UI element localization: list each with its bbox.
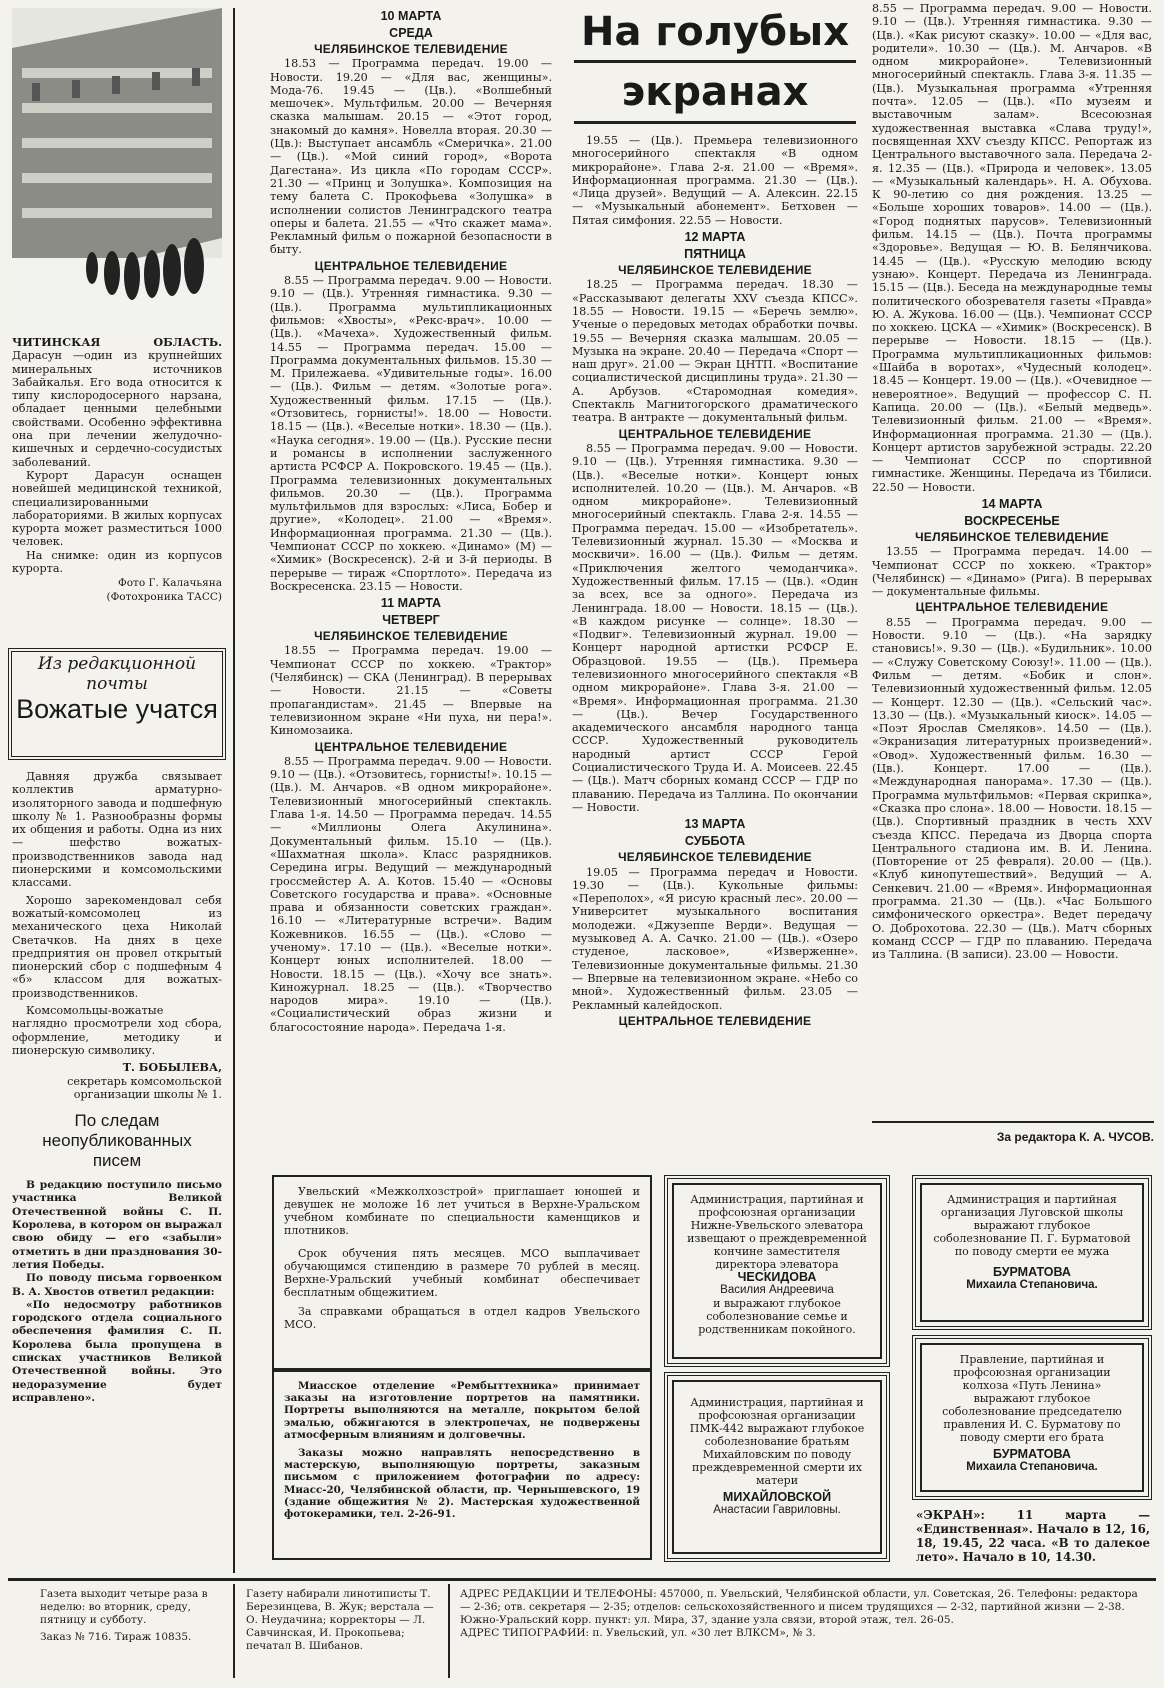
- channel-title: ЦЕНТРАЛЬНОЕ ТЕЛЕВИДЕНИЕ: [915, 600, 1109, 615]
- caption-text-3: На снимке: один из корпусов курорта.: [12, 548, 222, 576]
- photo-credit: Фото Г. Калачьяна: [118, 577, 222, 590]
- day-date: 12 МАРТА: [684, 230, 746, 245]
- mail-paragraph-2: Хорошо зарекомендовал себя вожатый-комсомолец из механического цеха Николай Светачков. На днях в цехе предприятия он провел открытый пионерский сбор с подшефным 4 «б» классом для вожатых-производственников.: [12, 893, 222, 1000]
- building-illustration: [12, 8, 222, 330]
- left-divider: [233, 8, 235, 1573]
- program-list: 8.55 — Программа передач. 9.00 — Новости. 9.10 — (Цв.). Утренняя гимнастика. 9.30 — (Цв.). Программа мультипликационных фильмов: «Хвосты», «Рекс-врач». 10.00 — (Цв.). «Мачеха». Художественный фильм. 14.55 — Программа передач. 15.00 — Программа документальных фильмов. 15.30 — М. Прилежаева. «Удивительные годы». 16.00 — (Цв.). Фильм — детям. «Золотые рога». Художественный фильм. 17.15 — (Цв.). «Отзовитесь, горнисты!». 18.00 — Новости. 18.15 — (Цв.). «Веселые нотки». 18.30 — (Цв.). «Наука сегодня». 19.00 — (Цв.). Русские песни и романсы в исполнении заслуженного артиста РСФСР А. Покровского. 19.45 — (Цв.). Программа телевизионных документальных фильмов. 20.30 — (Цв.). Программа мультфильмов для взрослых: «Лиса, Бобер и другие», «Колодец». 21.00 — «Время». Информационная программа. 21.30 — (Цв.). Чемпионат СССР по хоккею. «Динамо» (М) — «Химик» (Воскресенск). 2-й и 3-й периоды. В перерыве — тираж «Спортлото». Передача из Воскресенска. 23.15 — Новости.: [270, 274, 552, 593]
- footer-address: АДРЕС РЕДАКЦИИ И ТЕЛЕФОНЫ: 457000, п. Увельский, Челябинской области, ул. Советская, 26. Телефоны: редактора — 2-36; отв. секретаря — 2-35; отделов: сельскохозяйственного и писем трудящихся — 2-32, партийной жизни — 2-38. Южно-Уральский корр. пункт: ул. Мира, 37, здание узла связи, второй этаж, тел. 26-05.: [460, 1588, 1138, 1626]
- day-date: 14 МАРТА: [981, 496, 1043, 511]
- ad-portrait: [272, 1370, 652, 1560]
- program-list: 8.55 — Программа передач. 9.00 — Новости. 9.10 — (Цв.). Утренняя гимнастика. 9.30 — (Цв.). «Как рисуют сказку». 10.00 — «Для вас, родители». 10.30 — (Цв.). М. Анчаров. «В одном микрорайоне». Телевизионный многосерийный спектакль. Глава 3-я. 11.35 — (Цв.). Музыкальная программа «Утренняя почта». 12.05 — (Цв.). «По музеям и выставочным залам». Всесоюзная художественная выставка «Слава труду!», посвященная XXV съезду КПСС. Репортаж из Центрального выставочного зала. Передача 2-я. 12.35 — (Цв.). «Природа и человек». 13.05 — «Музыкальный календарь». Н. А. Обухова. К 90-летию со дня рождения. 13.25 — «Больше хороших товаров». 14.00 — (Цв.). «Город поднятых парусов». Телевизионный фильм. 14.15 — (Цв.). Почта программы «Здоровье». Ведущая — Ю. В. Белянчикова. 14.45 — (Цв.). «Русскую мелодию всюду узнаю». Концерт. Передача из Ленинграда. 15.15 — (Цв.). Беседа на международные темы политического обозревателя газеты «Правда» Ю. А. Жукова. 16.00 — (Цв.). Чемпионат СССР по хоккею. ЦСКА — «Химик» (Воскресенск). В перерыве — Новости. 18.15 — (Цв.). Программа мультипликационных фильмов: «Шайба в воротах», «Чудесный колодец». 18.45 — Концерт. 19.00 — (Цв.). «Очевидное — невероятное». Ведущий — профессор С. П. Капица. 20.00 — (Цв.). «Белый медведь». Телевизионный фильм. 21.00 — «Время». Информационная программа. 21.30 — (Цв.). Концерт артистов зарубежной эстрады. 22.20 — Чемпионат СССР по спортивной гимнастике. Женщины. Передача из Тбилиси. 22.50 — Новости.: [872, 2, 1152, 494]
- channel-title: ЧЕЛЯБИНСКОЕ ТЕЛЕВИДЕНИЕ: [915, 529, 1109, 544]
- obituary-1-name-2: Василия Андреевича: [720, 1284, 834, 1296]
- obituary-3-text: Администрация и партийная организация Луговской школы выражают глубокое соболезнование П. Г. Бурматовой по поводу смерти ее мужа: [933, 1193, 1131, 1258]
- footer-divider-1: [233, 1584, 235, 1678]
- caption-text: Дарасун —один из крупнейших минеральных источников Забайкалья. Его вода относится к типу кислородосерного нарзана, обладает ценными целебными свойствами. Особенно эффективна она при лечении желудочно-кишечных и сердечно-сосудистых заболеваний.: [12, 349, 222, 469]
- mail-paragraph-3: Комсомольцы-вожатые наглядно просмотрели ход сбора, оформление, методику и пионерскую символику.: [12, 1004, 222, 1057]
- mail-paragraph-6: «По недосмотру работников городского отдела социального обеспечения фамилия С. П. Королева была пропущена в списках участников Великой Отечественной войны. Это недоразумение будет исправлено».: [12, 1298, 222, 1404]
- channel-title: ЧЕЛЯБИНСКОЕ ТЕЛЕВИДЕНИЕ: [618, 263, 812, 278]
- headline: [568, 6, 862, 131]
- headline-rule-2: [574, 121, 856, 124]
- channel-title: ЧЕЛЯБИНСКОЕ ТЕЛЕВИДЕНИЕ: [618, 850, 812, 865]
- tv-column-1: [270, 6, 552, 1034]
- obituary-3: [920, 1183, 1144, 1322]
- program-list: 18.25 — Программа передач. 18.30 — «Рассказывают делегаты XXV съезда КПСС». 18.55 — Новости. 19.15 — «Беречь землю». Ученые о передовых методах обработки почвы. 19.55 — Вечерняя сказка малышам. 20.05 — Музыка на экране. 20.40 — Передача «Спорт — наш друг». 21.00 — Экран ЦНТП. «Воспитание социалистической дисциплины труда». 21.30 — А. Арбузов. «Старомодная комедия». Спектакль Магнитогорского драматического театра. В антракте — документальный фильм.: [572, 278, 858, 425]
- obituary-4-name-2: Михаила Степановича.: [966, 1461, 1098, 1473]
- ad-school-p1: Увельский «Межколхозстрой» приглашает юношей и девушек не моложе 16 лет учиться в Верхне-Уральском учебном комбинате по специальности каменщиков и плотников.: [284, 1185, 640, 1237]
- ad-portrait-p1: Миасское отделение «Рембыттехника» принимает заказы на изготовление портретов на памятники. Портреты выполняются на металле, покрытом белой эмалью, обжигаются в электропечах, не подвержены атмосферным влияниям и долговечны.: [284, 1380, 640, 1441]
- obituary-1: [672, 1183, 882, 1359]
- tv-column-2: [572, 134, 858, 1029]
- mail-article: [12, 770, 222, 1405]
- mail-signature: Т. БОБЫЛЕВА,: [122, 1060, 222, 1075]
- obituary-2-name: МИХАЙЛОВСКОЙ: [722, 1490, 832, 1504]
- channel-title: ЦЕНТРАЛЬНОЕ ТЕЛЕВИДЕНИЕ: [618, 1013, 812, 1028]
- photo-credit-2: (Фотохроника ТАСС): [106, 590, 222, 603]
- cinema-text: «ЭКРАН»: 11 марта — «Единственная». Начало в 12, 16, 18, 19.45, 22 часа. «В то далекое лето». Начало в 10, 14.30.: [916, 1508, 1150, 1564]
- program-list: 8.55 — Программа передач. 9.00 — Новости. 9.10 — (Цв.). «Отзовитесь, горнисты!». 10.15 — (Цв.). М. Анчаров. «В одном микрорайоне». Телевизионный многосерийный спектакль. Глава 1-я. 14.50 — Программа передач. 14.55 — «Миллионы Олега Акулинина». Документальный фильм. 15.10 — (Цв.). «Шахматная школа». Класс разрядников. Середина игры. Ведущий — международный гроссмейстер А. А. Котов. 15.40 — «Основы Советского государства и права». «Основные права и обязанности советских граждан». 16.10 — «Литературные встречи». Вадим Кожевников. 16.55 — (Цв.). «Слово — ученому». 17.10 — (Цв.). «Веселые нотки». Концерт юных исполнителей. 18.00 — Новости. 18.15 — (Цв.). «Хочу все знать». Киножурнал. 18.25 — (Цв.). «Творчество народов мира». 19.10 — (Цв.). «Социалистический образ жизни и благосостояние народа». Передача 1-я.: [270, 754, 552, 1034]
- day-weekday: СУББОТА: [684, 834, 746, 849]
- editor-rule: [872, 1121, 1154, 1123]
- mail-paragraph-4: В редакцию поступило письмо участника Великой Отечественной войны С. П. Королева, в котором он выражал свою обиду — его «забыли» отметить в дни празднования 30-летия Победы.: [12, 1179, 223, 1271]
- obituary-3-name-2: Михаила Степановича.: [966, 1279, 1098, 1291]
- cinema-notice: [916, 1508, 1150, 1564]
- photo-caption: [12, 336, 222, 604]
- channel-title: ЦЕНТРАЛЬНОЕ ТЕЛЕВИДЕНИЕ: [314, 258, 508, 273]
- footer-left: [40, 1588, 220, 1644]
- footer-divider-2: [448, 1584, 450, 1678]
- program-list: 8.55 — Программа передач. 9.00 — Новости. 9.10 — (Цв.). «На зарядку становись!». 9.30 — (Цв.). «Будильник». 10.00 — «Служу Советскому Союзу!». 11.00 — (Цв.). Фильм — детям. «Бобик и слон». Телевизионный художественный фильм. 12.05 — Концерт. 12.30 — (Цв.). «Сельский час». 13.30 — (Цв.). «Музыкальный киоск». 14.05 — «Поэт Ярослав Смеляков». 14.50 — (Цв.). «Экранизация литературных произведений». «Овод». Художественный фильм. 16.30 — (Цв.). Концерт. 17.00 — (Цв.). «Международная панорама». 17.30 — (Цв.). Программа мультфильмов: «Первая скрипка», «Сказка про слона». 18.00 — Новости. 18.15 — (Цв.). Спортивный праздник в честь XXV съезда КПСС. Передача из Дворца спорта Центрального стадиона им. В. И. Ленина. (Повторение от 25 февраля). 20.00 — (Цв.). «Клуб кинопутешествий». Ведущий — А. Сенкевич. 21.00 — «Время». Информационная программа. 21.30 — (Цв.). «Час Большого симфонического оркестра». Ведет передачу О. Доброхотова. 22.30 — (Цв.). Матч сборных команд СССР — ГДР по плаванию. Передача из Таллина. (В записи). 23.00 — Новости.: [872, 615, 1152, 962]
- ad-school-p3: За справками обращаться в отдел кадров Увельского МСО.: [284, 1305, 640, 1331]
- headline-line-2: экранах: [621, 69, 809, 115]
- footer-rule: [8, 1578, 1156, 1581]
- footer-order: Заказ № 716. Тираж 10835.: [40, 1631, 192, 1643]
- editor-signature: За редактора К. А. ЧУСОВ.: [996, 1130, 1154, 1144]
- obituary-4-name: БУРМАТОВА: [993, 1447, 1071, 1461]
- obituary-4-text: Правление, партийная и профсоюзная организации колхоза «Путь Ленина» выражают глубокое соболезнование председателю правления И. С. Бурматову по поводу смерти его брата: [942, 1353, 1122, 1444]
- day-date: 10 МАРТА: [380, 9, 442, 23]
- obituary-1-text: Администрация, партийная и профсоюзная организации Нижне-Увельского элеватора извещают о преждевременной кончине заместителя директора элеватора: [687, 1193, 867, 1271]
- headline-line-1: На голубых: [580, 9, 850, 55]
- footer-right: [460, 1588, 1150, 1640]
- mail-signature-role: секретарь комсомольской организации школы № 1.: [67, 1074, 222, 1101]
- mail-title: Вожатые учатся: [16, 694, 218, 724]
- program-list: 19.55 — (Цв.). Премьера телевизионного многосерийного спектакля «В одном микрорайоне». Глава 2-я. 21.00 — «Время». Информационная программа. 21.30 — (Цв.). «Лица друзей». Ведущий — А. Алексин. 22.15 — «Музыкальный абонемент». Бетховен — Пятая симфония. 22.55 — Новости.: [572, 134, 858, 227]
- ad-portrait-p2: Заказы можно направлять непосредственно в мастерскую, выполняющую портреты, заказным письмом с приложением фотографии по адресу: Миасс-20, Челябинской области, пр. Чернышевского, 19 (здание общежития № 2). Мастерская художественной фотокерамики, тел. 2-26-91.: [284, 1447, 640, 1521]
- program-list: 18.53 — Программа передач. 19.00 — Новости. 19.20 — «Для вас, женщины». Мода-76. 19.45 — (Цв.). «Волшебный мешочек». Мультфильм. 20.00 — Вечерняя сказка малышам. 20.15 — «Этот город, знакомый до камня». Новелла вторая. 20.30 — (Цв.): Выступает ансамбль «Смеричка». 21.00 — (Цв.). «Мой синий город», «Ворота Дагестана». Из цикла «По городам СССР». 21.30 — «Принц и Золушка». Композиция на тему балета С. Прокофьева «Золушка» в исполнении солистов Ленинградского театра оперы и балета. 21.55 — «Что скажет мама». Рекламный фильм о пожарной безопасности в быту.: [270, 57, 552, 257]
- obituary-1-name: ЧЕСКИДОВА: [737, 1270, 817, 1284]
- mail-title-2: По следам неопубликованных писем: [42, 1111, 192, 1171]
- tv-column-3: [872, 2, 1152, 961]
- day-date: 11 МАРТА: [380, 596, 442, 611]
- obituary-2: [672, 1380, 882, 1554]
- program-list: 19.05 — Программа передач и Новости. 19.30 — (Цв.). Кукольные фильмы: «Переполох», «Я рисую красный лес». 20.00 — Университет музыкального воспитания молодежи. «Джузеппе Верди». Ведущая — музыковед А. А. Сачко. 21.00 — (Цв.). «Озеро студеное, ласковое», «Изверженне». Телевизионные документальные фильмы. 21.30 — Впервые на телевизионном экране. «Небо со мной». Художественный фильм. 23.05 — Рекламный калейдоскоп.: [572, 865, 858, 1012]
- day-weekday: ВОСКРЕСЕНЬЕ: [964, 513, 1060, 528]
- mail-paragraph-1: Давняя дружба связывает коллектив арматурно-изоляторного завода и подшефную школу № 1. Разнообразны формы их общения и работы. Одна из них — шефство вожатых-производственников завода над пионерскими и комсомольскими классами.: [12, 770, 222, 890]
- program-list: 8.55 — Программа передач. 9.00 — Новости. 9.10 — (Цв.). Утренняя гимнастика. 9.30 — (Цв.). «Веселые нотки». Концерт юных исполнителей. 10.20 — (Цв.). М. Анчаров. «В одном микрорайоне». Телевизионный многосерийный спектакль. Глава 2-я. 14.55 — Программа передач. 15.00 — «Изобретатель». Телевизионный журнал. 15.30 — «Москва и москвичи». 16.00 — (Цв.). Фильм — детям. «Приключения желтого чемоданчика». Художественный фильм. 17.15 — (Цв.). «Один за всех, все за одного». Передача из Ленинграда. 18.00 — Новости. 18.15 — (Цв.). «В каждом рисунке — солнце». 18.30 — «Подвиг». Телевизионный журнал. 19.00 — Концерт народной артистки РСФСР Е. Образцовой. 19.55 — (Цв.). Премьера телевизионного многосерийного спектакля «В одном микрорайоне». Глава 3-я. 21.00 — «Время». Информационная программа. 21.30 — (Цв.). Вечер Государственного академического ансамбля народного танца СССР. Художественный руководитель народный артист СССР Герой Социалистического Труда И. А. Моисеев. 22.45 — (Цв.). Матч сборных команд СССР — ГДР по плаванию. Передача из Таллина. По окончании — Новости.: [572, 441, 858, 814]
- program-list: 18.55 — Программа передач. 19.00 — Чемпионат СССР по хоккею. «Трактор» (Челябинск) — СКА (Ленинград). В перерывах — Новости. 21.15 — «Советы пропагандистам». 21.45 — Впервые на телевизионном экране «Ни пуха, ни пера!». Киномозаика.: [270, 644, 552, 738]
- ad-school: [272, 1175, 652, 1370]
- footer-mid: Газету набирали линотиписты Т. Березинцева, В. Жук; верстала — О. Неудачина; корректоры — Л. Савчинская, И. Прокопьева; печатал В. Шибанов.: [246, 1588, 434, 1652]
- channel-title: ЧЕЛЯБИНСКОЕ ТЕЛЕВИДЕНИЕ: [314, 629, 508, 644]
- day-weekday: ЧЕТВЕРГ: [382, 613, 440, 628]
- footer-printing-address: АДРЕС ТИПОГРАФИИ: п. Увельский, ул. «30 лет ВЛКСМ», № 3.: [460, 1627, 816, 1639]
- channel-title: ЦЕНТРАЛЬНОЕ ТЕЛЕВИДЕНИЕ: [314, 739, 508, 754]
- channel-title: ЧЕЛЯБИНСКОЕ ТЕЛЕВИДЕНИЕ: [314, 42, 508, 56]
- footer-schedule: Газета выходит четыре раза в неделю: во вторник, среду, пятницу и субботу.: [40, 1588, 208, 1626]
- obituary-4: [920, 1343, 1144, 1492]
- caption-text-2: Курорт Дарасун оснащен новейшей медицинской техникой, специализированными лабораториями. В жилых корпусах курорта может разместиться 1000 человек.: [12, 468, 222, 549]
- day-weekday: ПЯТНИЦА: [684, 247, 746, 262]
- obituary-1-text-2: и выражают глубокое соболезнование семье и родственникам покойного.: [698, 1297, 856, 1336]
- obituary-2-name-2: Анастасии Гавриловны.: [713, 1504, 841, 1516]
- ad-school-p2: Срок обучения пять месяцев. МСО выплачивает обучающимся стипендию в размере 70 рублей в месяц. Верхне-Уральский учебный комбинат обеспечивает бесплатным общежитием.: [284, 1247, 640, 1299]
- program-list: 13.55 — Программа передач. 14.00 — Чемпионат СССР по хоккею. «Трактор» (Челябинск) — «Динамо» (Рига). В перерывах — документальные фильмы.: [872, 545, 1152, 599]
- day-weekday: СРЕДА: [389, 26, 433, 40]
- mail-rubric: Из редакционной почты: [37, 654, 197, 694]
- obituary-3-name: БУРМАТОВА: [993, 1265, 1071, 1279]
- caption-region: ЧИТИНСКАЯ ОБЛАСТЬ.: [12, 335, 222, 349]
- day-date: 13 МАРТА: [684, 817, 746, 832]
- obituary-2-text: Администрация, партийная и профсоюзная организации ПМК-442 выражают глубокое соболезнование братьям Михайловским по поводу преждевременной смерти их матери: [689, 1396, 865, 1487]
- headline-rule: [574, 60, 856, 63]
- channel-title: ЦЕНТРАЛЬНОЕ ТЕЛЕВИДЕНИЕ: [618, 426, 812, 441]
- resort-photo: [12, 8, 222, 330]
- mail-paragraph-5: По поводу письма горвоенком В. А. Хвостов ответил редакции:: [12, 1272, 222, 1298]
